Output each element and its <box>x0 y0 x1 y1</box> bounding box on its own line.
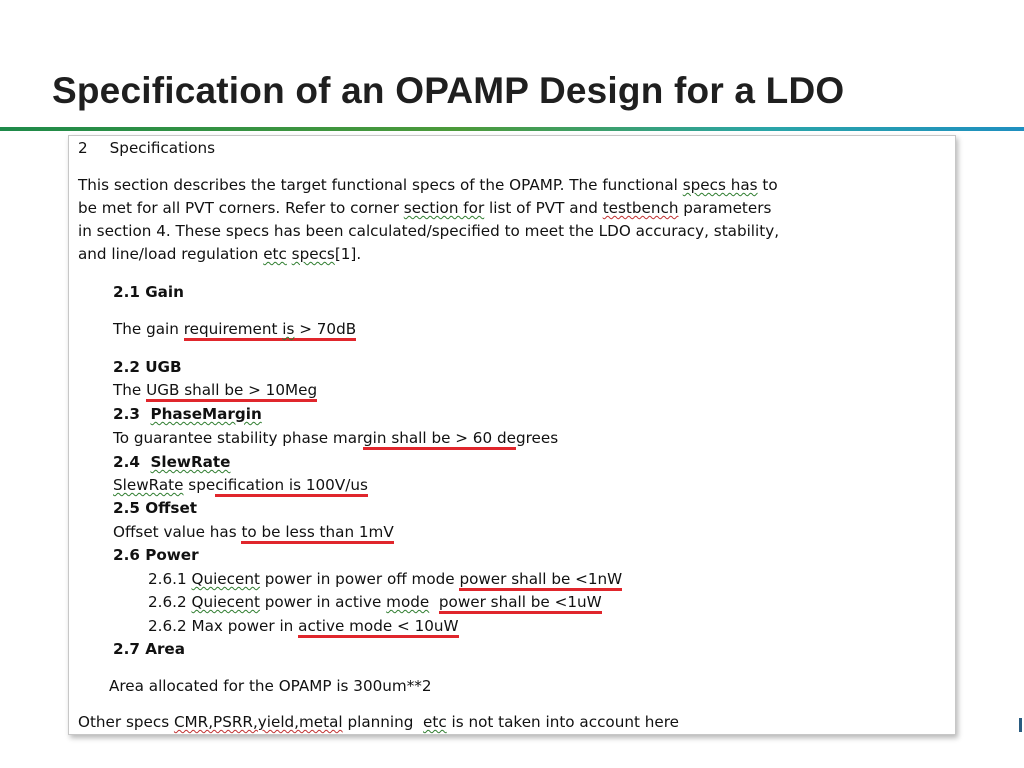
intro-line-3 <box>78 221 779 241</box>
intro-text: to <box>757 176 778 194</box>
slew-rate-text <box>113 475 368 495</box>
slew-text-part: spe <box>183 476 216 494</box>
heading-word: SlewRate <box>150 453 231 471</box>
gain-text-part: is <box>282 320 295 338</box>
offset-highlight: to be less than 1mV <box>241 523 393 544</box>
slide-title: Specification of an OPAMP Design for a LDO <box>52 70 845 111</box>
gain-text-part: The gain <box>113 320 184 338</box>
gain-text-part: > 70dB <box>294 320 357 338</box>
ugb-text-part: The <box>113 381 147 399</box>
intro-text: parameters <box>678 199 772 217</box>
intro-line-2 <box>78 198 771 218</box>
intro-text: in section 4. These specs has been calculated/specified to meet the LDO accuracy, stability, <box>78 222 780 240</box>
power-text-part: 2.6.2 Max power in <box>148 617 299 635</box>
intro-text: specs <box>291 245 335 263</box>
other-text-part: etc <box>423 713 447 731</box>
other-text-part: is not taken into account here <box>446 713 679 731</box>
power-text-part: 2.6.1 <box>148 570 192 588</box>
power-text-part: Quiecent <box>191 593 260 611</box>
power-text-part: Quiecent <box>191 570 260 588</box>
pm-text-part: To guarantee stability phase mar <box>113 429 364 447</box>
gain-text <box>113 319 356 339</box>
slide-edge-mark <box>1019 718 1022 732</box>
other-text-part: planning <box>342 713 424 731</box>
intro-text: etc <box>263 245 287 263</box>
power-highlight: power shall be <1uW <box>439 593 602 614</box>
other-text-part: Other specs <box>78 713 174 731</box>
intro-text: specs has <box>682 176 758 194</box>
power-highlight: active mode < 10uW <box>298 617 458 638</box>
heading-word: PhaseMargin <box>150 405 262 423</box>
offset-heading: 2.5 Offset <box>113 499 198 517</box>
intro-line-1 <box>78 175 778 195</box>
intro-text: list of PVT and <box>484 199 603 217</box>
power-text-part: 2.6.2 <box>148 593 192 611</box>
other-specs-text <box>78 712 679 732</box>
gain-text-part: requirement <box>183 320 283 338</box>
gain-highlight <box>184 320 356 341</box>
offset-text <box>113 522 394 542</box>
section-heading <box>78 138 215 158</box>
title-divider <box>0 127 1024 131</box>
power-item-1 <box>148 569 622 589</box>
intro-text: testbench <box>602 199 679 217</box>
power-text-part: power in power off mode <box>259 570 460 588</box>
ugb-heading: 2.2 UGB <box>113 358 182 376</box>
slew-highlight: cification is 100V/us <box>215 476 368 497</box>
power-text-part <box>429 593 439 611</box>
section-title: Specifications <box>109 139 216 157</box>
section-number: 2 <box>78 139 88 157</box>
other-text-part: CMR,PSRR,yield,metal <box>173 713 343 731</box>
phase-margin-heading <box>113 404 262 424</box>
spec-document-image <box>68 135 956 735</box>
intro-text: section for <box>403 199 485 217</box>
power-heading: 2.6 Power <box>113 546 199 564</box>
slew-rate-heading <box>113 452 230 472</box>
area-heading: 2.7 Area <box>113 640 185 658</box>
area-text: Area allocated for the OPAMP is 300um**2 <box>109 677 432 695</box>
ugb-text <box>113 380 317 400</box>
power-item-2 <box>148 592 602 612</box>
gain-heading: 2.1 Gain <box>113 283 184 301</box>
pm-text-part: grees <box>515 429 559 447</box>
intro-text: and line/load regulation <box>78 245 264 263</box>
power-text-part: mode <box>386 593 430 611</box>
power-item-3 <box>148 616 459 636</box>
ugb-highlight: UGB shall be > 10Meg <box>146 381 317 402</box>
heading-number: 2.3 <box>113 405 151 423</box>
slew-text-part: SlewRate <box>113 476 184 494</box>
power-highlight: power shall be <1nW <box>459 570 622 591</box>
power-text-part: power in active <box>259 593 387 611</box>
intro-line-4 <box>78 244 361 264</box>
offset-text-part: Offset value has <box>113 523 242 541</box>
heading-number: 2.4 <box>113 453 151 471</box>
intro-text: This section describes the target functional specs of the OPAMP. The functional <box>78 176 683 194</box>
intro-text: be met for all PVT corners. Refer to corner <box>78 199 404 217</box>
phase-margin-text <box>113 428 558 448</box>
pm-highlight: gin shall be > 60 de <box>363 429 516 450</box>
intro-text: [1]. <box>334 245 362 263</box>
